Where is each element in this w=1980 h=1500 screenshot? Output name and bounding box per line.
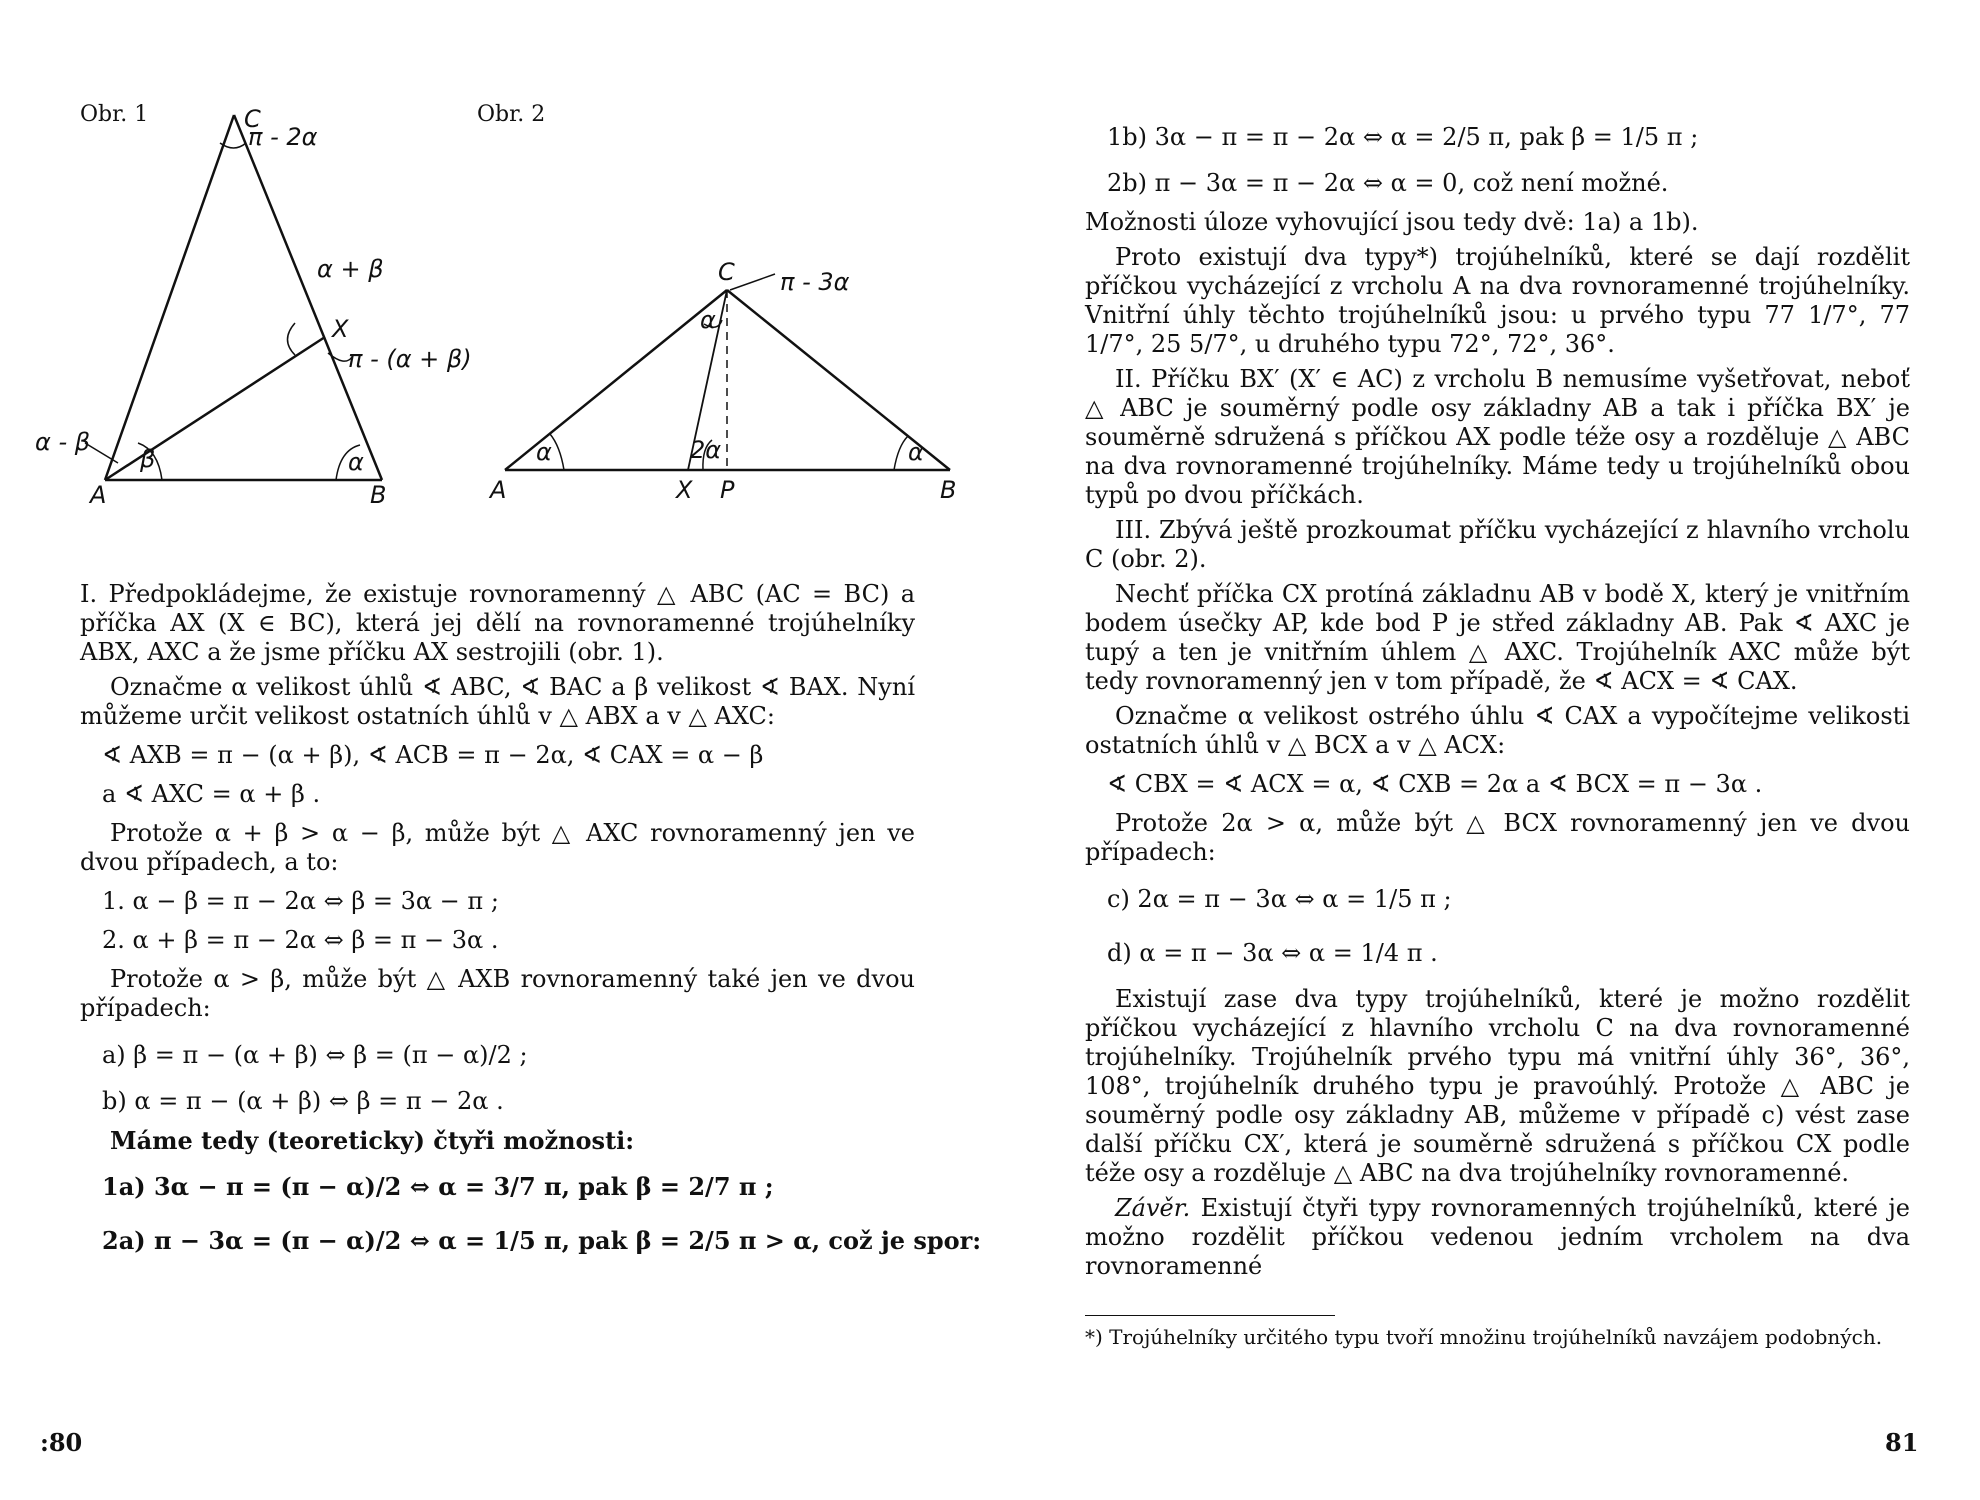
fig1-angle-mid: α + β xyxy=(317,255,384,283)
paragraph: Protože α + β > α − β, může být △ AXC rovnoramenný jen ve dvou případech, a to: xyxy=(80,819,915,876)
fig1-angle-top: π - 2α xyxy=(248,123,318,151)
footnote-rule xyxy=(1085,1315,1335,1316)
right-text-column xyxy=(1085,105,1910,1287)
fig1-label-c: C xyxy=(244,105,261,133)
fig2-angle-c: α xyxy=(700,306,716,334)
formula: a ∢ AXC = α + β . xyxy=(102,780,321,808)
paragraph: Existují zase dva typy trojúhelníků, které je možno rozdělit příčkou vycházející z hlavního vrcholu C na dva rovnoramenné trojúhelníky. Trojúhelník prvého typu má vnitřní úhly 36°, 36°, 108°, trojúhelník druhého typu je pravoúhlý. Protože △ ABC je souměrný podle osy základny AB, můžeme v případě c) vést zase další příčku CX′, která je souměrně sdružená s příčkou CX podle téže osy a rozděluje △ ABC na dva trojúhelníky rovnoramenné. xyxy=(1085,985,1910,1187)
formula: 2b) π − 3α = π − 2α ⇔ α = 0, což není možné. xyxy=(1107,169,1669,197)
paragraph: Možnosti úloze vyhovující jsou tedy dvě: 1a) a 1b). xyxy=(1085,208,1699,236)
formula: b) α = π − (α + β) ⇔ β = π − 2α . xyxy=(102,1087,504,1115)
figure-2-triangle xyxy=(490,260,960,520)
fig1-label-a: A xyxy=(90,481,107,509)
paragraph: Proto existují dva typy*) trojúhelníků, které se dají rozdělit příčkou vycházející z vrcholu A na dva rovnoramenné trojúhelníky. Vnitřní úhly těchto trojúhelníků jsou: u prvého typu 77 1/7°, 77 1/7°, 25 5/7°, u druhého typu 72°, 72°, 36°. xyxy=(1085,243,1910,358)
fig2-label-c: C xyxy=(718,258,735,286)
paragraph: III. Zbývá ještě prozkoumat příčku vycházející z hlavního vrcholu C (obr. 2). xyxy=(1085,516,1910,573)
conclusion-label: Závěr. xyxy=(1115,1194,1191,1222)
paragraph-conclusion xyxy=(1085,1194,1910,1281)
formula: 1. α − β = π − 2α ⇔ β = 3α − π ; xyxy=(102,887,499,915)
formula: ∢ AXB = π − (α + β), ∢ ACB = π − 2α, ∢ CAX = α − β xyxy=(102,741,764,769)
formula: a) β = π − (α + β) ⇔ β = (π − α)/2 ; xyxy=(102,1041,528,1069)
paragraph: Označme α velikost ostrého úhlu ∢ CAX a vypočítejme velikosti ostatních úhlů v △ BCX a v △ ACX: xyxy=(1085,702,1910,759)
fig2-label-a: A xyxy=(490,476,507,504)
fig2-angle-x: 2α xyxy=(690,436,722,464)
formula: 1a) 3α − π = (π − α)/2 ⇔ α = 3/7 π, pak β = 2/7 π ; xyxy=(102,1172,774,1201)
paragraph: Nechť příčka CX protíná základnu AB v bodě X, který je vnitřním bodem úsečky AP, kde bod P je střed základny AB. Pak ∢ AXC je tupý a ten je vnitřním úhlem △ AXC. Trojúhelník AXC může být tedy rovnoramenný jen v tom případě, že ∢ ACX = ∢ CAX. xyxy=(1085,580,1910,695)
left-text-column xyxy=(80,580,982,1273)
paragraph: Máme tedy (teoreticky) čtyři možnosti: xyxy=(110,1126,635,1155)
fig1-label-x: X xyxy=(332,315,349,343)
paragraph: I. Předpokládejme, že existuje rovnoramenný △ ABC (AC = BC) a příčka AX (X ∈ BC), která jej dělí na rovnoramenné trojúhelníky ABX, AXC a že jsme příčku AX sestrojili (obr. 1). xyxy=(80,580,915,666)
formula: d) α = π − 3α ⇔ α = 1/4 π . xyxy=(1107,939,1438,967)
figure-1-caption: Obr. 1 xyxy=(80,102,149,127)
fig1-angle-right: π - (α + β) xyxy=(348,345,472,373)
fig2-angle-top: π - 3α xyxy=(780,268,850,296)
fig1-angle-b: α xyxy=(348,448,364,476)
fig2-label-p: P xyxy=(720,476,735,504)
paragraph: Protože α > β, může být △ AXB rovnoramenný také jen ve dvou případech: xyxy=(80,965,915,1022)
formula: 1b) 3α − π = π − 2α ⇔ α = 2/5 π, pak β = 1/5 π ; xyxy=(1107,123,1699,151)
page-number: :80 xyxy=(40,1428,83,1457)
fig1-angle-a: β xyxy=(140,445,156,473)
fig2-angle-a: α xyxy=(536,438,552,466)
figure-1-triangle xyxy=(30,105,472,515)
formula: c) 2α = π − 3α ⇔ α = 1/5 π ; xyxy=(1107,885,1452,913)
formula: ∢ CBX = ∢ ACX = α, ∢ CXB = 2α a ∢ BCX = π − 3α . xyxy=(1107,770,1763,798)
formula: 2a) π − 3α = (π − α)/2 ⇔ α = 1/5 π, pak β = 2/5 π > α, což je spor: xyxy=(102,1226,982,1255)
footnote: *) Trojúhelníky určitého typu tvoří množinu trojúhelníků navzájem podobných. xyxy=(1085,1325,1883,1349)
formula: 2. α + β = π − 2α ⇔ β = π − 3α . xyxy=(102,926,499,954)
fig2-label-b: B xyxy=(940,476,957,504)
fig1-angle-left: α - β xyxy=(35,428,91,456)
fig2-angle-b: α xyxy=(908,438,924,466)
paragraph: Protože 2α > α, může být △ BCX rovnoramenný jen ve dvou případech: xyxy=(1085,809,1910,866)
paragraph: II. Příčku BX′ (X′ ∈ AC) z vrcholu B nemusíme vyšetřovat, neboť △ ABC je souměrný podle osy základny AB a tak i příčka BX′ je souměrně sdružená s příčkou AX podle téže osy a rozděluje △ ABC na dva rovnoramenné trojúhelníky. Máme tedy u trojúhelníků obou typů po dvou příčkách. xyxy=(1085,365,1910,509)
page-number: 81 xyxy=(1885,1428,1919,1457)
paragraph: Označme α velikost úhlů ∢ ABC, ∢ BAC a β velikost ∢ BAX. Nyní můžeme určit velikost ostatních úhlů v △ ABX a v △ AXC: xyxy=(80,673,915,730)
right-page xyxy=(990,0,1980,1500)
fig2-label-x: X xyxy=(676,476,693,504)
figure-2-caption: Obr. 2 xyxy=(477,102,546,127)
fig1-label-b: B xyxy=(370,481,387,509)
conclusion-text: Existují čtyři typy rovnoramenných trojúhelníků, které je možno rozdělit příčkou vedenou jedním vrcholem na dva rovnoramenné xyxy=(1085,1194,1910,1280)
